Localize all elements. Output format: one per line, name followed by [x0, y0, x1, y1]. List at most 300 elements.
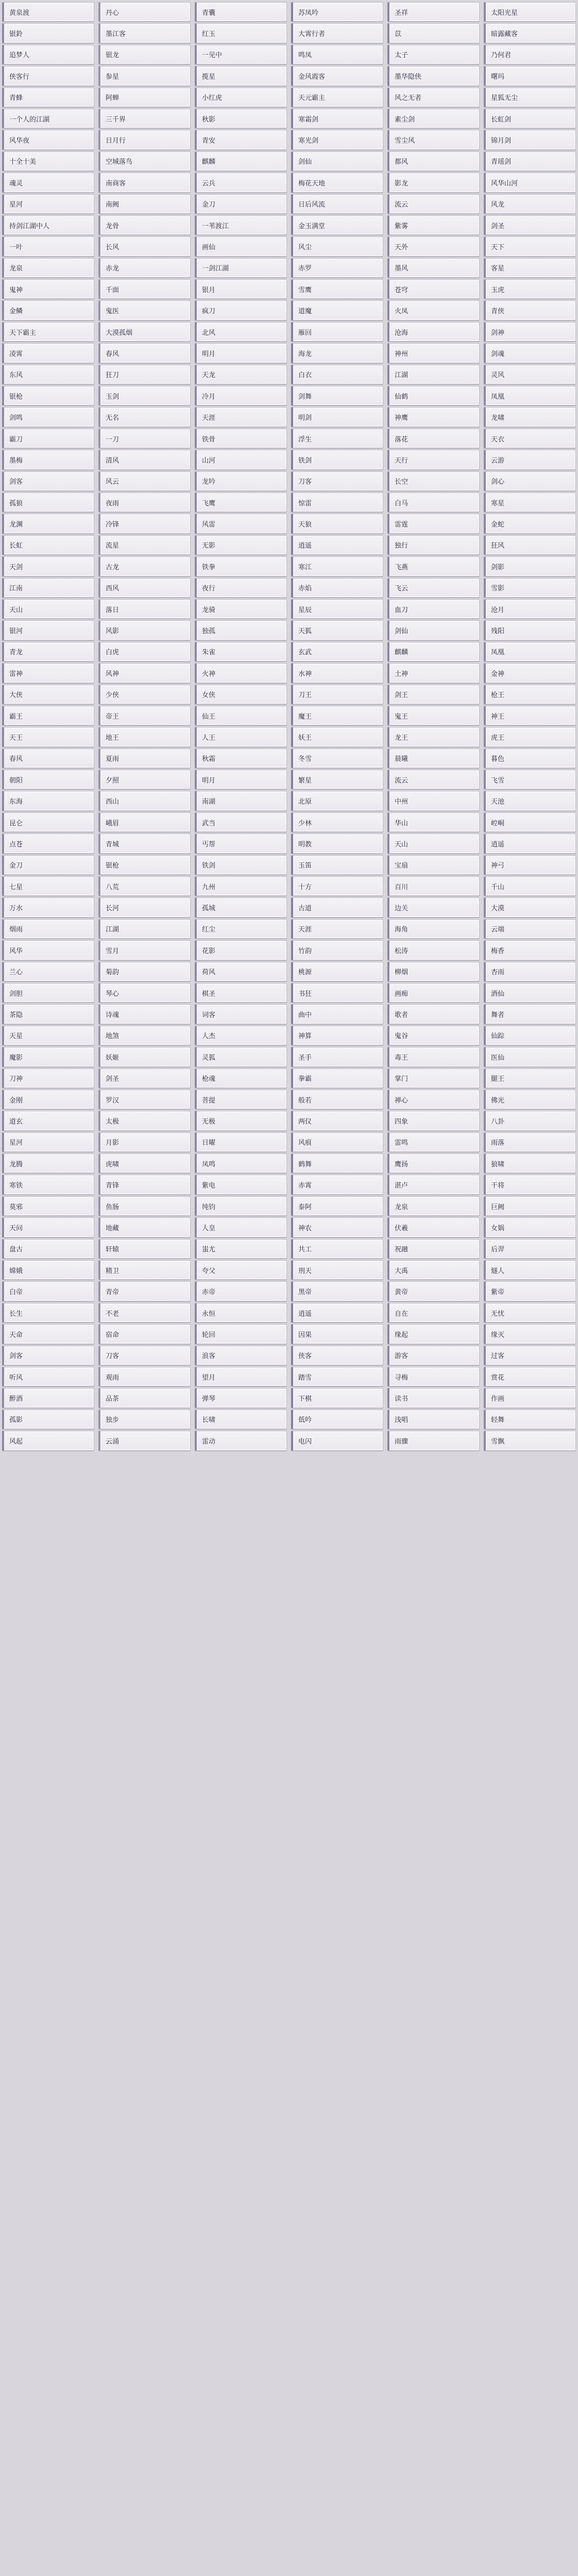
name-tile[interactable]: [98, 300, 191, 320]
name-tile[interactable]: [291, 429, 383, 448]
name-tile[interactable]: [387, 66, 480, 86]
name-tile[interactable]: [98, 834, 191, 853]
name-tile[interactable]: [98, 1367, 191, 1386]
name-tile[interactable]: [484, 556, 576, 576]
name-tile[interactable]: [98, 940, 191, 960]
name-tile[interactable]: [484, 1431, 576, 1450]
name-tile[interactable]: [387, 343, 480, 363]
name-tile[interactable]: [484, 279, 576, 299]
name-tile[interactable]: [387, 727, 480, 747]
name-tile[interactable]: [195, 706, 287, 725]
name-tile[interactable]: [195, 962, 287, 981]
name-tile[interactable]: [291, 1239, 383, 1259]
name-tile[interactable]: [98, 1154, 191, 1173]
name-tile[interactable]: [291, 1090, 383, 1109]
name-tile[interactable]: [195, 1004, 287, 1024]
name-tile[interactable]: [484, 1410, 576, 1429]
name-tile[interactable]: [98, 215, 191, 235]
name-tile[interactable]: [195, 983, 287, 1003]
name-tile[interactable]: [195, 2, 287, 22]
name-tile[interactable]: [387, 962, 480, 981]
name-tile[interactable]: [387, 578, 480, 598]
name-tile[interactable]: [98, 1132, 191, 1152]
name-tile[interactable]: [291, 663, 383, 683]
name-tile[interactable]: [484, 578, 576, 598]
name-tile[interactable]: [195, 173, 287, 192]
name-tile[interactable]: [484, 365, 576, 384]
name-tile[interactable]: [484, 855, 576, 875]
name-tile[interactable]: [387, 1260, 480, 1280]
name-tile[interactable]: [98, 1303, 191, 1323]
name-tile[interactable]: [387, 749, 480, 768]
name-tile[interactable]: [484, 685, 576, 704]
name-tile[interactable]: [195, 855, 287, 875]
name-tile[interactable]: [98, 407, 191, 427]
name-tile[interactable]: [2, 727, 94, 747]
name-tile[interactable]: [387, 1175, 480, 1194]
name-tile[interactable]: [387, 88, 480, 107]
name-tile[interactable]: [2, 471, 94, 491]
name-tile[interactable]: [291, 1132, 383, 1152]
name-tile[interactable]: [2, 1260, 94, 1280]
name-tile[interactable]: [291, 812, 383, 832]
name-tile[interactable]: [291, 1047, 383, 1066]
name-tile[interactable]: [291, 535, 383, 555]
name-tile[interactable]: [2, 556, 94, 576]
name-tile[interactable]: [195, 45, 287, 64]
name-tile[interactable]: [195, 578, 287, 598]
name-tile[interactable]: [98, 514, 191, 533]
name-tile[interactable]: [2, 386, 94, 405]
name-tile[interactable]: [2, 642, 94, 662]
name-tile[interactable]: [2, 812, 94, 832]
name-tile[interactable]: [195, 685, 287, 704]
name-tile[interactable]: [291, 897, 383, 917]
name-tile[interactable]: [195, 258, 287, 278]
name-tile[interactable]: [195, 493, 287, 512]
name-tile[interactable]: [195, 1260, 287, 1280]
name-tile[interactable]: [387, 471, 480, 491]
name-tile[interactable]: [98, 1388, 191, 1408]
name-tile[interactable]: [98, 812, 191, 832]
name-tile[interactable]: [484, 1069, 576, 1088]
name-tile[interactable]: [291, 1431, 383, 1450]
name-tile[interactable]: [98, 706, 191, 725]
name-tile[interactable]: [484, 2, 576, 22]
name-tile[interactable]: [484, 343, 576, 363]
name-tile[interactable]: [195, 770, 287, 789]
name-tile[interactable]: [291, 983, 383, 1003]
name-tile[interactable]: [2, 1132, 94, 1152]
name-tile[interactable]: [291, 45, 383, 64]
name-tile[interactable]: [387, 897, 480, 917]
name-tile[interactable]: [387, 1154, 480, 1173]
name-tile[interactable]: [2, 706, 94, 725]
name-tile[interactable]: [387, 663, 480, 683]
name-tile[interactable]: [195, 23, 287, 43]
name-tile[interactable]: [195, 556, 287, 576]
name-tile[interactable]: [98, 962, 191, 981]
name-tile[interactable]: [98, 749, 191, 768]
name-tile[interactable]: [387, 279, 480, 299]
name-tile[interactable]: [195, 620, 287, 640]
name-tile[interactable]: [195, 599, 287, 619]
name-tile[interactable]: [484, 791, 576, 810]
name-tile[interactable]: [484, 23, 576, 43]
name-tile[interactable]: [291, 620, 383, 640]
name-tile[interactable]: [387, 1217, 480, 1237]
name-tile[interactable]: [291, 514, 383, 533]
name-tile[interactable]: [291, 300, 383, 320]
name-tile[interactable]: [2, 599, 94, 619]
name-tile[interactable]: [195, 88, 287, 107]
name-tile[interactable]: [98, 23, 191, 43]
name-tile[interactable]: [2, 1047, 94, 1066]
name-tile[interactable]: [98, 429, 191, 448]
name-tile[interactable]: [484, 962, 576, 981]
name-tile[interactable]: [195, 236, 287, 256]
name-tile[interactable]: [387, 1324, 480, 1344]
name-tile[interactable]: [2, 23, 94, 43]
name-tile[interactable]: [484, 1281, 576, 1301]
name-tile[interactable]: [387, 407, 480, 427]
name-tile[interactable]: [98, 1217, 191, 1237]
name-tile[interactable]: [98, 130, 191, 149]
name-tile[interactable]: [98, 1431, 191, 1450]
name-tile[interactable]: [484, 1090, 576, 1109]
name-tile[interactable]: [98, 1090, 191, 1109]
name-tile[interactable]: [98, 493, 191, 512]
name-tile[interactable]: [195, 279, 287, 299]
name-tile[interactable]: [98, 1196, 191, 1216]
name-tile[interactable]: [2, 791, 94, 810]
name-tile[interactable]: [291, 343, 383, 363]
name-tile[interactable]: [291, 88, 383, 107]
name-tile[interactable]: [98, 450, 191, 469]
name-tile[interactable]: [98, 1175, 191, 1194]
name-tile[interactable]: [291, 727, 383, 747]
name-tile[interactable]: [387, 1196, 480, 1216]
name-tile[interactable]: [387, 1111, 480, 1130]
name-tile[interactable]: [387, 1303, 480, 1323]
name-tile[interactable]: [195, 429, 287, 448]
name-tile[interactable]: [387, 1431, 480, 1450]
name-tile[interactable]: [2, 1217, 94, 1237]
name-tile[interactable]: [98, 45, 191, 64]
name-tile[interactable]: [98, 1069, 191, 1088]
name-tile[interactable]: [195, 1047, 287, 1066]
name-tile[interactable]: [387, 940, 480, 960]
name-tile[interactable]: [195, 1217, 287, 1237]
name-tile[interactable]: [98, 897, 191, 917]
name-tile[interactable]: [387, 1004, 480, 1024]
name-tile[interactable]: [291, 1175, 383, 1194]
name-tile[interactable]: [195, 812, 287, 832]
name-tile[interactable]: [484, 834, 576, 853]
name-tile[interactable]: [387, 919, 480, 939]
name-tile[interactable]: [2, 855, 94, 875]
name-tile[interactable]: [2, 173, 94, 192]
name-tile[interactable]: [2, 194, 94, 214]
name-tile[interactable]: [484, 1026, 576, 1045]
name-tile[interactable]: [195, 535, 287, 555]
name-tile[interactable]: [98, 173, 191, 192]
name-tile[interactable]: [387, 130, 480, 149]
name-tile[interactable]: [2, 962, 94, 981]
name-tile[interactable]: [484, 45, 576, 64]
name-tile[interactable]: [98, 1324, 191, 1344]
name-tile[interactable]: [484, 88, 576, 107]
name-tile[interactable]: [98, 642, 191, 662]
name-tile[interactable]: [98, 1260, 191, 1280]
name-tile[interactable]: [195, 386, 287, 405]
name-tile[interactable]: [484, 876, 576, 896]
name-tile[interactable]: [195, 940, 287, 960]
name-tile[interactable]: [387, 876, 480, 896]
name-tile[interactable]: [387, 493, 480, 512]
name-tile[interactable]: [195, 1346, 287, 1365]
name-tile[interactable]: [98, 258, 191, 278]
name-tile[interactable]: [98, 322, 191, 342]
name-tile[interactable]: [2, 749, 94, 768]
name-tile[interactable]: [2, 429, 94, 448]
name-tile[interactable]: [387, 194, 480, 214]
name-tile[interactable]: [195, 1324, 287, 1344]
name-tile[interactable]: [484, 1260, 576, 1280]
name-tile[interactable]: [291, 151, 383, 171]
name-tile[interactable]: [2, 88, 94, 107]
name-tile[interactable]: [2, 834, 94, 853]
name-tile[interactable]: [2, 1090, 94, 1109]
name-tile[interactable]: [387, 236, 480, 256]
name-tile[interactable]: [195, 663, 287, 683]
name-tile[interactable]: [387, 791, 480, 810]
name-tile[interactable]: [484, 897, 576, 917]
name-tile[interactable]: [2, 279, 94, 299]
name-tile[interactable]: [484, 1217, 576, 1237]
name-tile[interactable]: [484, 620, 576, 640]
name-tile[interactable]: [387, 620, 480, 640]
name-tile[interactable]: [484, 493, 576, 512]
name-tile[interactable]: [484, 706, 576, 725]
name-tile[interactable]: [195, 834, 287, 853]
name-tile[interactable]: [291, 1069, 383, 1088]
name-tile[interactable]: [2, 1111, 94, 1130]
name-tile[interactable]: [387, 599, 480, 619]
name-tile[interactable]: [98, 279, 191, 299]
name-tile[interactable]: [387, 2, 480, 22]
name-tile[interactable]: [195, 897, 287, 917]
name-tile[interactable]: [387, 258, 480, 278]
name-tile[interactable]: [387, 1047, 480, 1066]
name-tile[interactable]: [387, 1090, 480, 1109]
name-tile[interactable]: [291, 322, 383, 342]
name-tile[interactable]: [484, 940, 576, 960]
name-tile[interactable]: [291, 215, 383, 235]
name-tile[interactable]: [2, 300, 94, 320]
name-tile[interactable]: [2, 919, 94, 939]
name-tile[interactable]: [484, 322, 576, 342]
name-tile[interactable]: [98, 620, 191, 640]
name-tile[interactable]: [484, 812, 576, 832]
name-tile[interactable]: [291, 834, 383, 853]
name-tile[interactable]: [98, 791, 191, 810]
name-tile[interactable]: [291, 962, 383, 981]
name-tile[interactable]: [484, 1324, 576, 1344]
name-tile[interactable]: [387, 556, 480, 576]
name-tile[interactable]: [98, 663, 191, 683]
name-tile[interactable]: [484, 1388, 576, 1408]
name-tile[interactable]: [484, 642, 576, 662]
name-tile[interactable]: [387, 1410, 480, 1429]
name-tile[interactable]: [195, 66, 287, 86]
name-tile[interactable]: [2, 1154, 94, 1173]
name-tile[interactable]: [2, 236, 94, 256]
name-tile[interactable]: [291, 66, 383, 86]
name-tile[interactable]: [195, 1303, 287, 1323]
name-tile[interactable]: [98, 919, 191, 939]
name-tile[interactable]: [291, 706, 383, 725]
name-tile[interactable]: [195, 300, 287, 320]
name-tile[interactable]: [195, 876, 287, 896]
name-tile[interactable]: [2, 130, 94, 149]
name-tile[interactable]: [484, 471, 576, 491]
name-tile[interactable]: [387, 685, 480, 704]
name-tile[interactable]: [291, 1026, 383, 1045]
name-tile[interactable]: [2, 535, 94, 555]
name-tile[interactable]: [195, 1175, 287, 1194]
name-tile[interactable]: [387, 1388, 480, 1408]
name-tile[interactable]: [195, 450, 287, 469]
name-tile[interactable]: [2, 940, 94, 960]
name-tile[interactable]: [291, 1004, 383, 1024]
name-tile[interactable]: [2, 1431, 94, 1450]
name-tile[interactable]: [484, 1239, 576, 1259]
name-tile[interactable]: [98, 1111, 191, 1130]
name-tile[interactable]: [2, 151, 94, 171]
name-tile[interactable]: [291, 1346, 383, 1365]
name-tile[interactable]: [387, 642, 480, 662]
name-tile[interactable]: [291, 258, 383, 278]
name-tile[interactable]: [484, 1132, 576, 1152]
name-tile[interactable]: [195, 343, 287, 363]
name-tile[interactable]: [2, 620, 94, 640]
name-tile[interactable]: [2, 1367, 94, 1386]
name-tile[interactable]: [195, 514, 287, 533]
name-tile[interactable]: [195, 1431, 287, 1450]
name-tile[interactable]: [2, 1239, 94, 1259]
name-tile[interactable]: [2, 1175, 94, 1194]
name-tile[interactable]: [387, 173, 480, 192]
name-tile[interactable]: [98, 151, 191, 171]
name-tile[interactable]: [2, 876, 94, 896]
name-tile[interactable]: [291, 1154, 383, 1173]
name-tile[interactable]: [195, 151, 287, 171]
name-tile[interactable]: [387, 1132, 480, 1152]
name-tile[interactable]: [291, 876, 383, 896]
name-tile[interactable]: [2, 770, 94, 789]
name-tile[interactable]: [2, 983, 94, 1003]
name-tile[interactable]: [484, 194, 576, 214]
name-tile[interactable]: [2, 1324, 94, 1344]
name-tile[interactable]: [484, 1367, 576, 1386]
name-tile[interactable]: [98, 535, 191, 555]
name-tile[interactable]: [2, 897, 94, 917]
name-tile[interactable]: [291, 556, 383, 576]
name-tile[interactable]: [387, 1346, 480, 1365]
name-tile[interactable]: [195, 791, 287, 810]
name-tile[interactable]: [484, 109, 576, 128]
name-tile[interactable]: [195, 1069, 287, 1088]
name-tile[interactable]: [291, 578, 383, 598]
name-tile[interactable]: [484, 429, 576, 448]
name-tile[interactable]: [291, 1217, 383, 1237]
name-tile[interactable]: [484, 1111, 576, 1130]
name-tile[interactable]: [2, 365, 94, 384]
name-tile[interactable]: [98, 343, 191, 363]
name-tile[interactable]: [291, 1324, 383, 1344]
name-tile[interactable]: [195, 919, 287, 939]
name-tile[interactable]: [484, 66, 576, 86]
name-tile[interactable]: [291, 1260, 383, 1280]
name-tile[interactable]: [98, 1004, 191, 1024]
name-tile[interactable]: [98, 876, 191, 896]
name-tile[interactable]: [2, 407, 94, 427]
name-tile[interactable]: [195, 642, 287, 662]
name-tile[interactable]: [291, 450, 383, 469]
name-tile[interactable]: [2, 215, 94, 235]
name-tile[interactable]: [484, 1175, 576, 1194]
name-tile[interactable]: [291, 194, 383, 214]
name-tile[interactable]: [2, 1410, 94, 1429]
name-tile[interactable]: [291, 1111, 383, 1130]
name-tile[interactable]: [2, 343, 94, 363]
name-tile[interactable]: [98, 983, 191, 1003]
name-tile[interactable]: [484, 151, 576, 171]
name-tile[interactable]: [195, 1367, 287, 1386]
name-tile[interactable]: [291, 940, 383, 960]
name-tile[interactable]: [387, 1281, 480, 1301]
name-tile[interactable]: [484, 215, 576, 235]
name-tile[interactable]: [387, 1069, 480, 1088]
name-tile[interactable]: [2, 685, 94, 704]
name-tile[interactable]: [484, 386, 576, 405]
name-tile[interactable]: [98, 556, 191, 576]
name-tile[interactable]: [195, 1026, 287, 1045]
name-tile[interactable]: [98, 1026, 191, 1045]
name-tile[interactable]: [195, 727, 287, 747]
name-tile[interactable]: [98, 66, 191, 86]
name-tile[interactable]: [291, 749, 383, 768]
name-tile[interactable]: [291, 23, 383, 43]
name-tile[interactable]: [291, 1303, 383, 1323]
name-tile[interactable]: [195, 1132, 287, 1152]
name-tile[interactable]: [2, 66, 94, 86]
name-tile[interactable]: [387, 770, 480, 789]
name-tile[interactable]: [484, 727, 576, 747]
name-tile[interactable]: [291, 855, 383, 875]
name-tile[interactable]: [387, 834, 480, 853]
name-tile[interactable]: [484, 663, 576, 683]
name-tile[interactable]: [98, 578, 191, 598]
name-tile[interactable]: [98, 685, 191, 704]
name-tile[interactable]: [195, 322, 287, 342]
name-tile[interactable]: [387, 706, 480, 725]
name-tile[interactable]: [484, 173, 576, 192]
name-tile[interactable]: [484, 1346, 576, 1365]
name-tile[interactable]: [2, 578, 94, 598]
name-tile[interactable]: [195, 1388, 287, 1408]
